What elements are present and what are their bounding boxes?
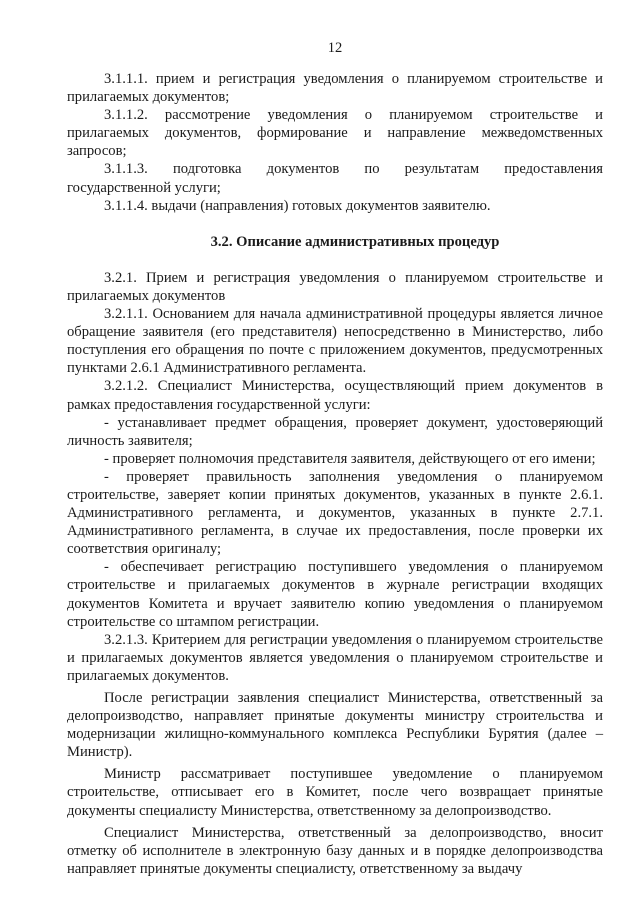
paragraph-minister-review: Министр рассматривает поступившее уведомление о планируемом строительстве, отписывает его в Комитет, после чего возвращает принятые документы специалисту Министерства, ответственному за делопроизводство. xyxy=(67,766,603,819)
paragraph-3-2-1-2: 3.2.1.2. Специалист Министерства, осуществляющий прием документов в рамках предоставления государственной услуги: xyxy=(67,378,603,413)
paragraph-records-specialist: Специалист Министерства, ответственный за делопроизводство, вносит отметку об исполнителе в электронную базу данных и в порядке делопроизводства направляет принятые документы специалисту, ответственному за выдачу xyxy=(67,824,603,877)
paragraph-3-2-1-3: 3.2.1.3. Критерием для регистрации уведомления о планируемом строительстве и прилагаемых документов является уведомления о планируемом строительстве и прилагаемых документов. xyxy=(67,631,603,684)
paragraph-after-registration: После регистрации заявления специалист Министерства, ответственный за делопроизводство, направляет принятые документы министру строительства и модернизации жилищно-коммунального комплекса Республики Бурятия (далее – Министр). xyxy=(67,690,603,761)
bullet-check-authority: - проверяет полномочия представителя заявителя, действующего от его имени; xyxy=(104,450,596,467)
list-item-3-1-1-4: 3.1.1.4. выдачи (направления) готовых документов заявителю. xyxy=(104,197,491,214)
bullet-check-filling: - проверяет правильность заполнения уведомления о планируемом строительстве, заверяет копии принятых документов, указанных в пункте 2.6.1. Административного регламента, и документов, указанных в пункте 2.7.1. Административного регламента, в случае их предоставления, после проверки их соответствия оригиналу; xyxy=(67,468,603,558)
list-item-3-1-1-3: 3.1.1.3. подготовка документов по результатам предоставления государственной услуги; xyxy=(67,161,603,196)
list-item-3-1-1-2: 3.1.1.2. рассмотрение уведомления о планируемом строительстве и прилагаемых документов, формирование и направление межведомственных запросов; xyxy=(67,107,603,160)
bullet-establish-subject: - устанавливает предмет обращения, проверяет документ, удостоверяющий личность заявителя; xyxy=(67,414,603,449)
document-body xyxy=(67,70,603,878)
list-item-3-1-1-1: 3.1.1.1. прием и регистрация уведомления о планируемом строительстве и прилагаемых документов; xyxy=(67,71,603,106)
bullet-ensure-registration: - обеспечивает регистрацию поступившего уведомления о планируемом строительстве и прилагаемых документов в журнале регистрации входящих документов Комитета и вручает заявителю копию уведомления о планируемом строительстве со штампом регистрации. xyxy=(67,559,603,630)
page-number: 12 xyxy=(327,40,343,56)
section-heading: 3.2. Описание административных процедур xyxy=(210,233,500,250)
paragraph-3-2-1-1: 3.2.1.1. Основанием для начала административной процедуры является личное обращение заявителя (его представителя) непосредственно в Министерство, либо поступления его обращения по почте с приложением документов, предусмотренных пунктами 2.6.1 Административного регламента. xyxy=(67,306,603,377)
paragraph-3-2-1: 3.2.1. Прием и регистрация уведомления о планируемом строительстве и прилагаемых документов xyxy=(67,269,603,304)
